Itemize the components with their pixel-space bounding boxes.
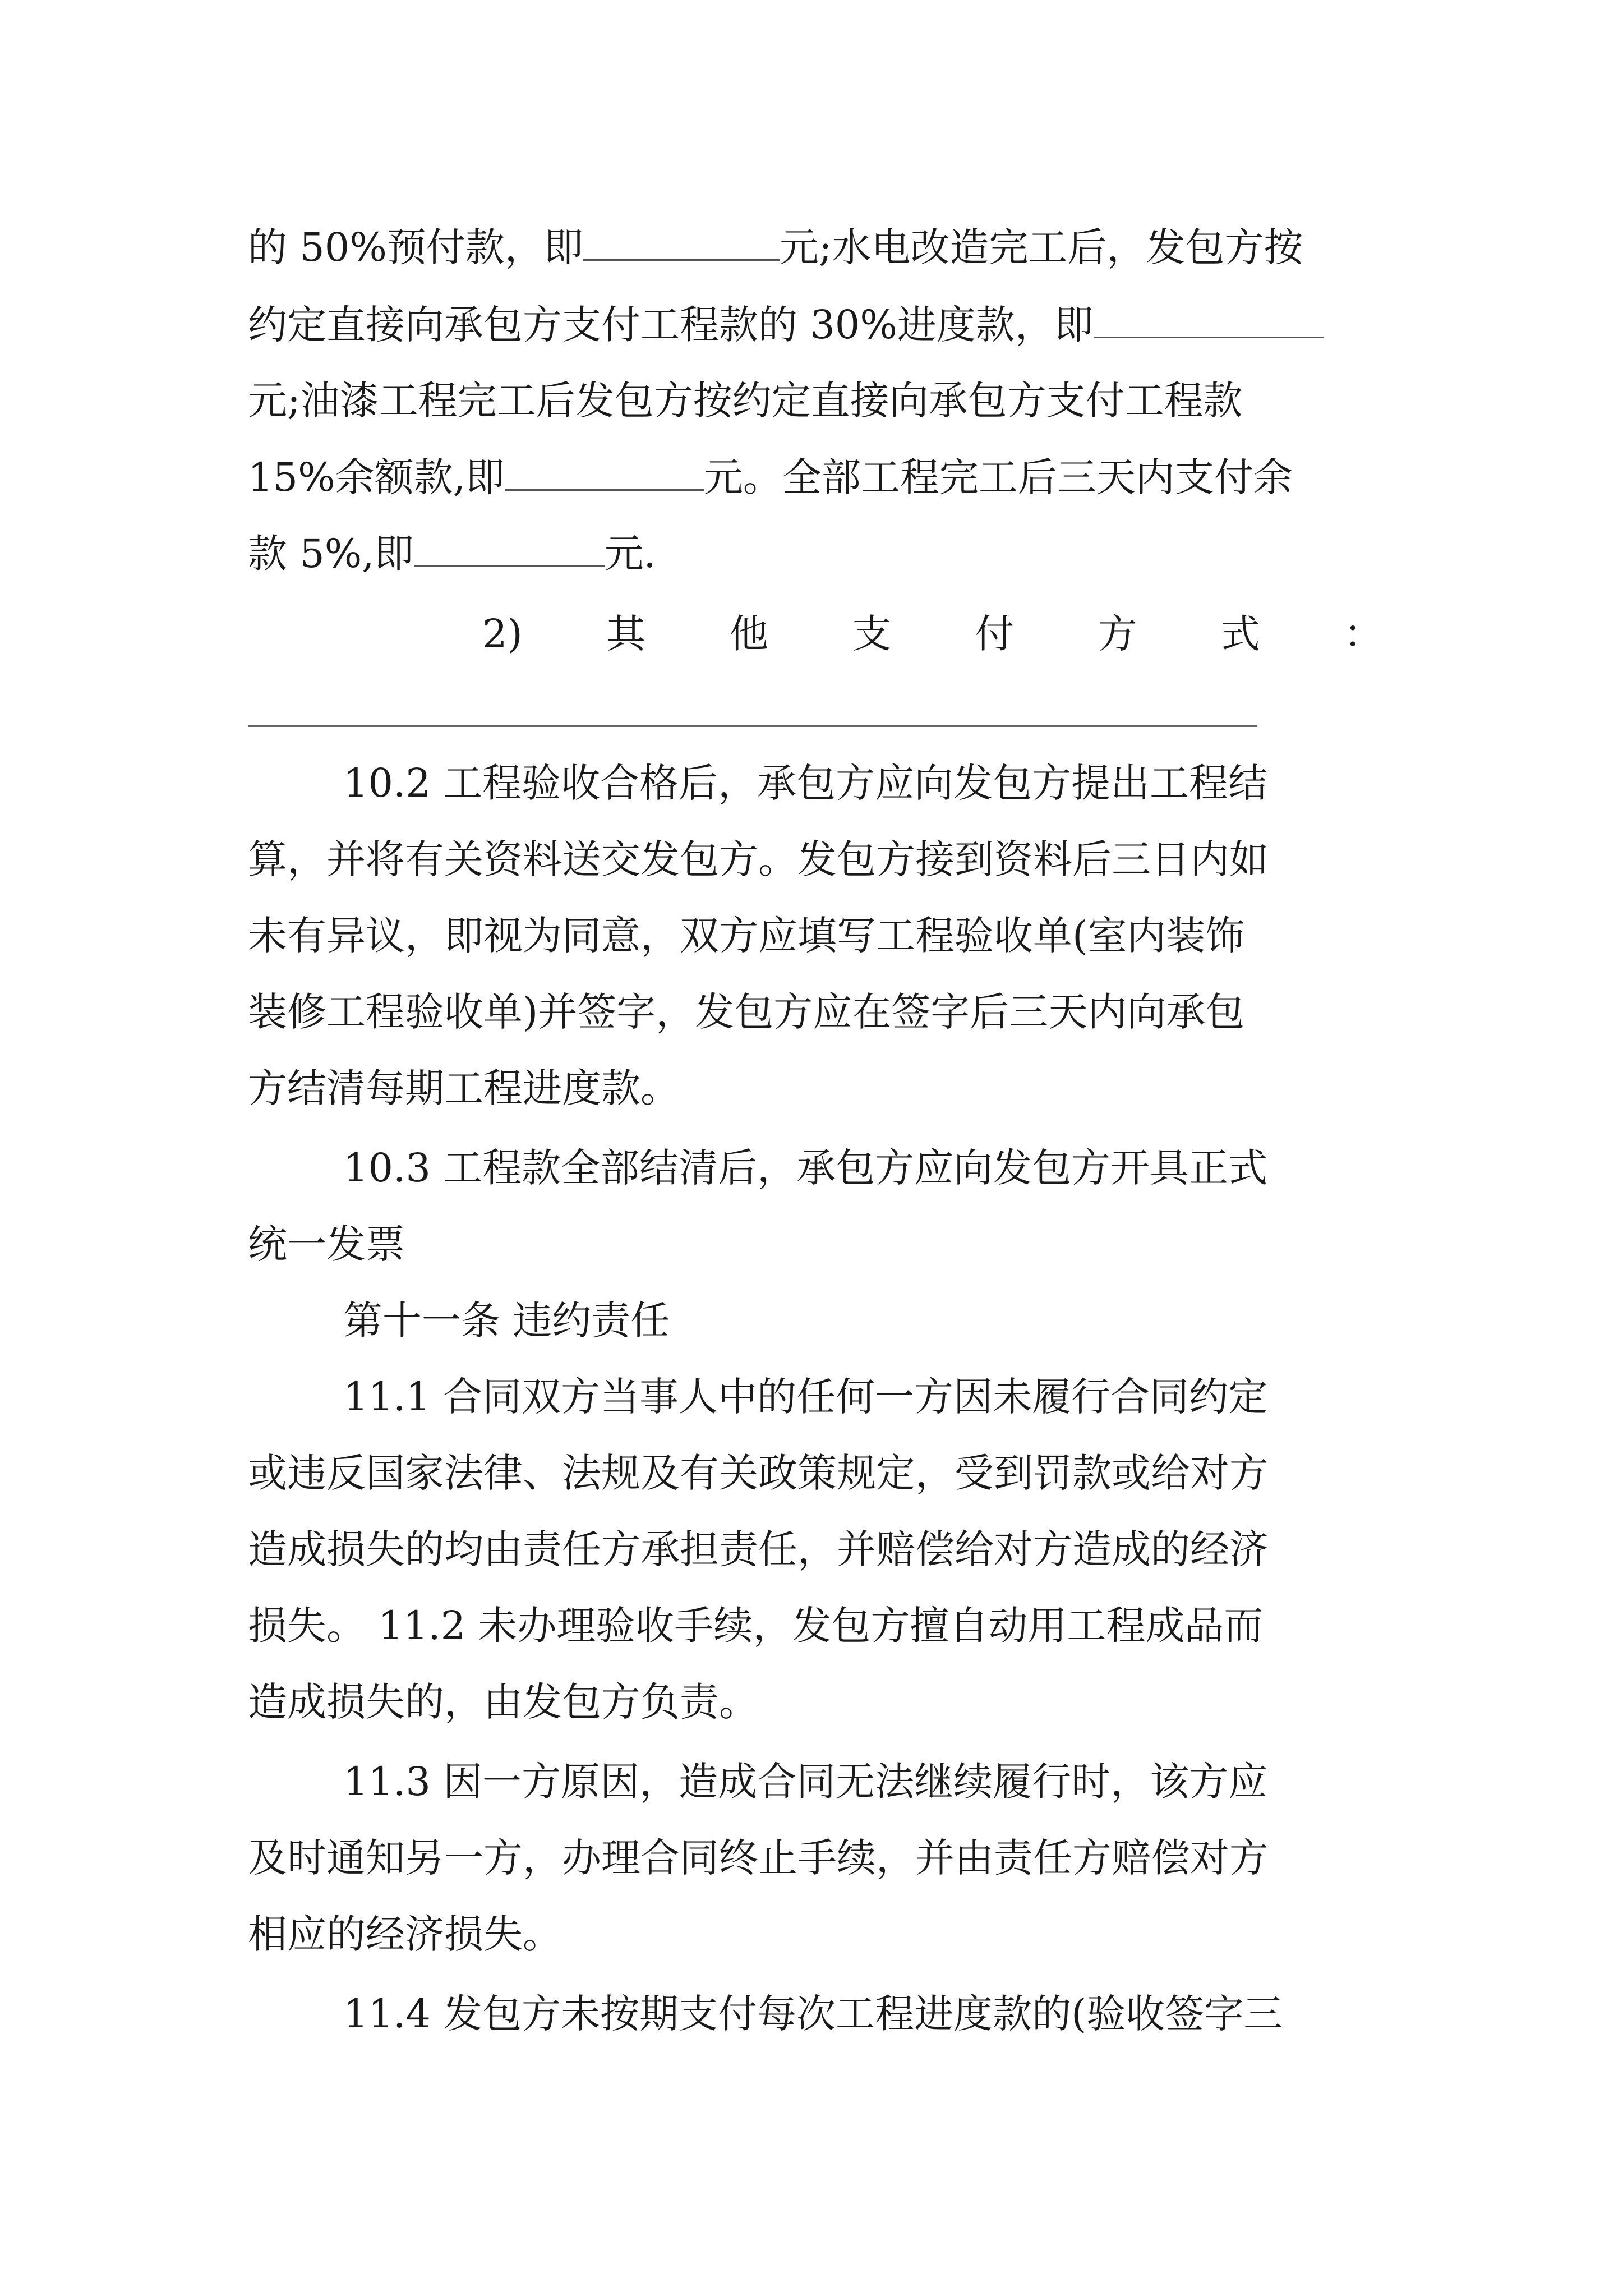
- text-line: [248, 1521, 1383, 1577]
- text-segment: 元;油漆工程完工后发包方按约定直接向承包方支付工程款: [248, 378, 1243, 424]
- text-line: [343, 1140, 1383, 1196]
- fill-in-blank: [505, 449, 704, 491]
- text-segment: 相应的经济损失。: [248, 1911, 562, 1957]
- text-segment: 元。全部工程完工后三天内支付余: [703, 454, 1293, 500]
- fill-in-blank: [1094, 296, 1324, 338]
- text-segment: 约定直接向承包方支付工程款的 30%进度款，即: [248, 302, 1094, 348]
- text-line: [248, 984, 1383, 1040]
- text-line: [343, 1986, 1383, 2042]
- text-line: [248, 1598, 1383, 1654]
- text-segment: 第十一条 违约责任: [343, 1297, 670, 1343]
- text-segment: 元.: [604, 531, 656, 577]
- fill-in-blank: [414, 525, 605, 567]
- text-segment: 统一发票: [248, 1221, 405, 1267]
- text-line: [343, 1369, 1383, 1425]
- text-line: [248, 372, 1383, 429]
- text-segment: 造成损失的均由责任方承担责任，并赔偿给对方造成的经济: [248, 1526, 1269, 1572]
- text-segment: 或违反国家法律、法规及有关政策规定，受到罚款或给对方: [248, 1450, 1269, 1496]
- spread-char: 支: [852, 611, 892, 657]
- spread-char: 方: [1098, 611, 1137, 657]
- text-line: [248, 1830, 1383, 1886]
- text-segment: 11.1 合同双方当事人中的任何一方因未履行合同约定: [343, 1374, 1268, 1420]
- spread-char: 他: [729, 611, 769, 657]
- section-heading: [343, 1292, 1383, 1349]
- text-line: [248, 525, 1383, 581]
- text-line: [248, 1060, 1383, 1116]
- text-segment: 11.4 发包方未按期支付每次工程进度款的(验收签字三: [343, 1991, 1283, 2037]
- text-segment: 方结清每期工程进度款。: [248, 1065, 680, 1111]
- fill-in-rule: [248, 725, 1257, 727]
- spread-char: 其: [606, 611, 646, 657]
- spread-char: 付: [975, 611, 1015, 657]
- text-line: [343, 1754, 1383, 1810]
- text-line: [248, 1674, 1383, 1730]
- text-segment: 的 50%预付款，即: [248, 224, 583, 270]
- text-segment: 10.2 工程验收合格后，承包方应向发包方提出工程结: [343, 760, 1268, 806]
- text-segment: 造成损失的，由发包方负责。: [248, 1679, 758, 1725]
- text-line: [248, 1906, 1383, 1962]
- text-segment: 装修工程验收单)并签字，发包方应在签字后三天内向承包: [248, 989, 1245, 1035]
- spread-char: 式: [1220, 611, 1260, 657]
- text-segment: 算，并将有关资料送交发包方。发包方接到资料后三日内如: [248, 836, 1269, 882]
- text-line: [248, 449, 1383, 505]
- spread-char: 2): [482, 611, 523, 657]
- text-segment: 款 5%,即: [248, 531, 414, 577]
- text-segment: 11.3 因一方原因，造成合同无法继续履行时，该方应: [343, 1759, 1268, 1805]
- text-line: [248, 1216, 1383, 1272]
- text-segment: 元;水电改造完工后，发包方按: [779, 224, 1303, 270]
- text-segment: 及时通知另一方，办理合同终止手续，并由责任方赔偿对方: [248, 1835, 1269, 1881]
- text-line: [248, 831, 1383, 887]
- text-line: [248, 908, 1383, 964]
- text-segment: 15%余额款,即: [248, 454, 505, 500]
- text-segment: 未有异议，即视为同意，双方应填写工程验收单(室内装饰: [248, 913, 1245, 959]
- text-line: [248, 1445, 1383, 1501]
- spread-char: ：: [1343, 611, 1383, 657]
- text-segment: 10.3 工程款全部结清后，承包方应向发包方开具正式: [343, 1145, 1268, 1191]
- fill-in-blank: [583, 219, 780, 261]
- text-line: [343, 755, 1383, 811]
- text-line: [248, 296, 1383, 352]
- text-line: [248, 219, 1383, 275]
- other-payment-methods-line: [482, 606, 1383, 662]
- text-segment: 损失。 11.2 未办理验收手续，发包方擅自动用工程成品而: [248, 1603, 1264, 1649]
